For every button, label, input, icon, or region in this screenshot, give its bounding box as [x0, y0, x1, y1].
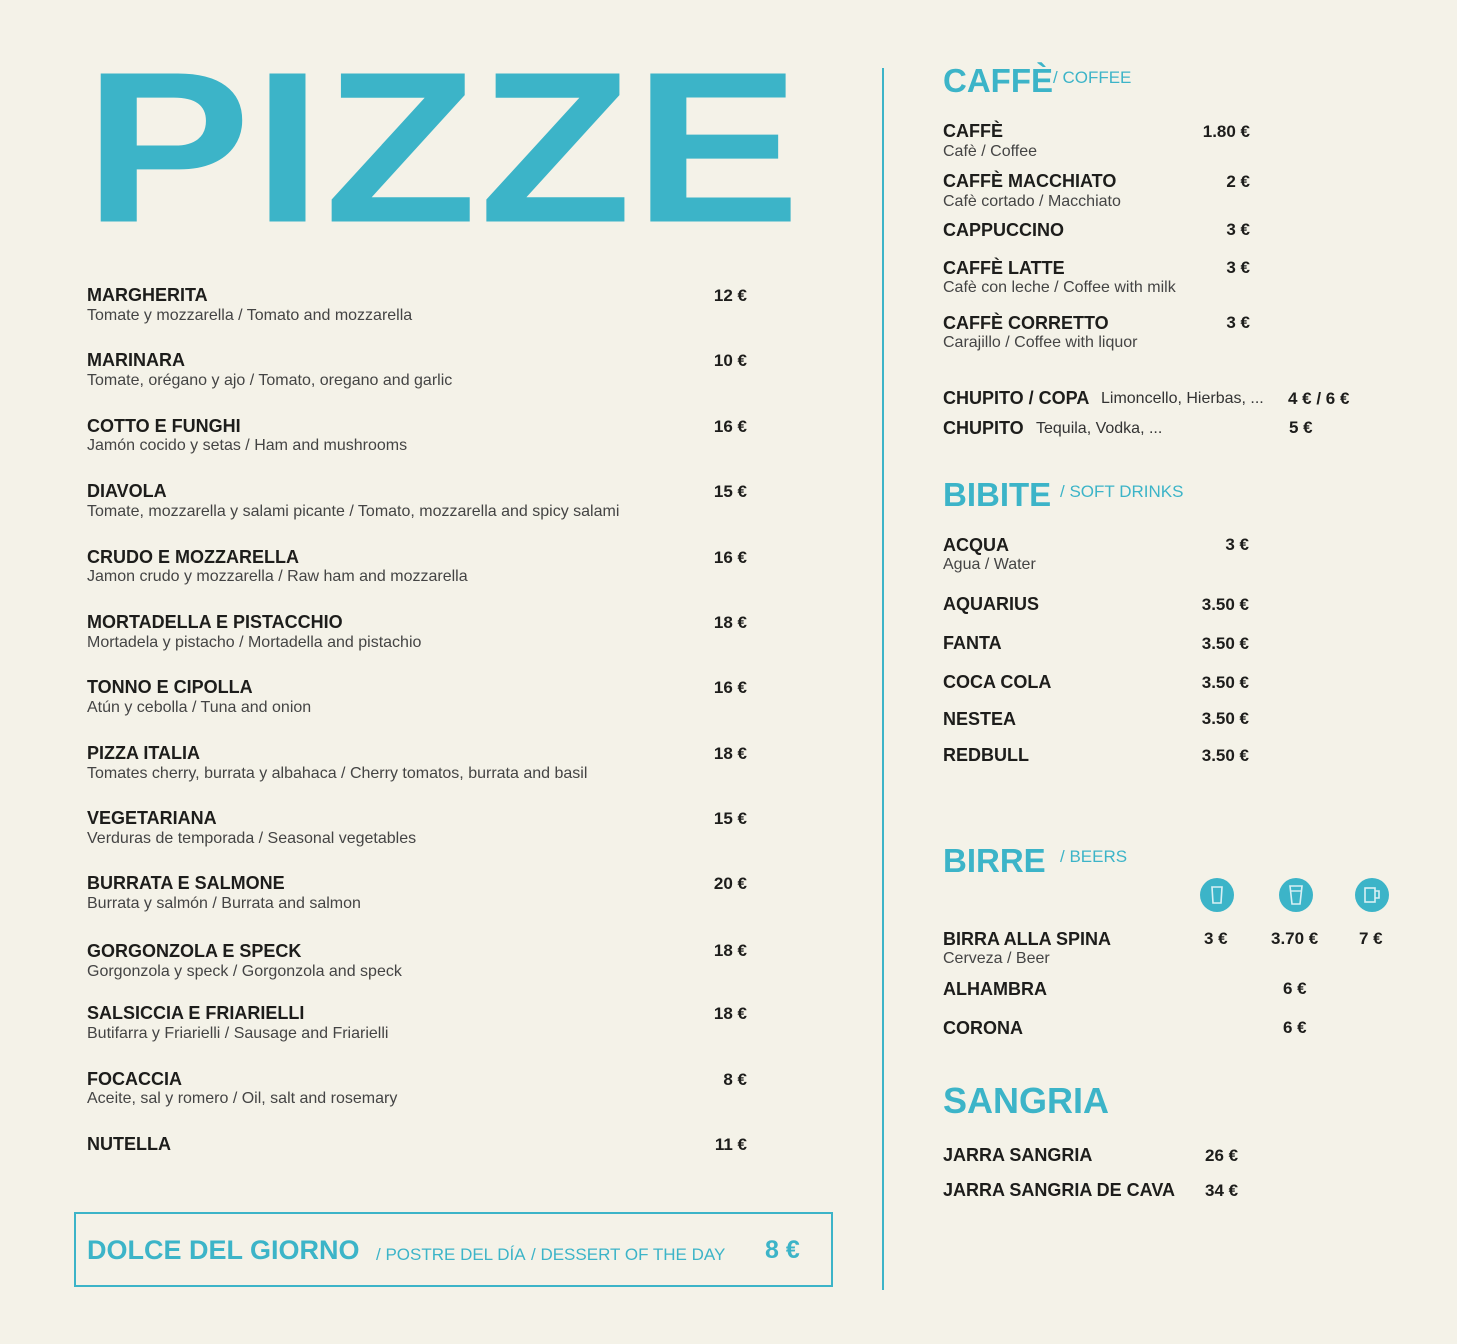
pizza-name: SALSICCIA E FRIARIELLI — [87, 1003, 305, 1023]
shot-detail: Limoncello, Hierbas, ... — [1101, 390, 1264, 407]
coffee-price: 3 € — [1226, 220, 1250, 239]
pizza-price: 11 € — [714, 1135, 747, 1154]
coffee-name: CAFFÈ LATTE — [943, 258, 1065, 278]
bibite-title: BIBITE — [943, 476, 1052, 513]
coffee-price: 3 € — [1226, 313, 1250, 332]
coffee-desc: Carajillo / Coffee with liquor — [943, 334, 1138, 351]
coffee-desc: Cafè con leche / Coffee with milk — [943, 279, 1176, 296]
beer-price-pint: 3.70 € — [1271, 929, 1319, 948]
sangria-name: JARRA SANGRIA — [943, 1145, 1093, 1165]
pizza-price: 18 € — [713, 744, 747, 763]
pizza-price: 15 € — [713, 809, 747, 828]
drink-price: 3.50 € — [1201, 595, 1249, 614]
drink-desc: Agua / Water — [943, 556, 1036, 573]
pizza-desc: Atún y cebolla / Tuna and onion — [87, 699, 312, 716]
pizza-price: 12 € — [713, 286, 747, 305]
pizza-desc: Tomate, orégano y ajo / Tomato, oregano and garlic — [87, 372, 453, 389]
pizza-desc: Jamon crudo y mozzarella / Raw ham and mozzarella — [87, 568, 468, 585]
drink-name: FANTA — [943, 633, 1002, 653]
pizza-name: GORGONZOLA E SPECK — [87, 941, 302, 961]
drink-name: ACQUA — [943, 535, 1009, 555]
pizza-name: MORTADELLA E PISTACCHIO — [87, 612, 343, 632]
pizza-name: MARINARA — [87, 350, 185, 370]
beer-price-pint: 6 € — [1283, 1018, 1307, 1037]
drink-name: REDBULL — [943, 745, 1029, 765]
coffee-name: CAFFÈ — [943, 121, 1003, 141]
pizza-price: 18 € — [713, 613, 747, 632]
pizza-price: 18 € — [713, 1004, 747, 1023]
beer-name: BIRRA ALLA SPINA — [943, 929, 1111, 949]
pizza-price: 16 € — [713, 548, 747, 567]
pizza-name: BURRATA E SALMONE — [87, 873, 285, 893]
drink-price: 3.50 € — [1201, 709, 1249, 728]
shot-name: CHUPITO — [943, 418, 1024, 438]
beer-name: ALHAMBRA — [943, 979, 1047, 999]
pizza-desc: Aceite, sal y romero / Oil, salt and rosemary — [87, 1090, 398, 1107]
beer-name: CORONA — [943, 1018, 1023, 1038]
drink-price: 3 € — [1225, 535, 1249, 554]
coffee-price: 3 € — [1226, 258, 1250, 277]
pizza-desc: Mortadela y pistacho / Mortadella and pistachio — [87, 634, 422, 651]
beer-price-small: 3 € — [1204, 929, 1228, 948]
dessert-price: 8 € — [765, 1236, 800, 1264]
coffee-price: 1.80 € — [1202, 122, 1250, 141]
pizza-price: 20 € — [713, 874, 747, 893]
drink-name: COCA COLA — [943, 672, 1052, 692]
pizza-desc: Tomate y mozzarella / Tomato and mozzarella — [87, 307, 413, 324]
coffee-name: CAPPUCCINO — [943, 220, 1065, 240]
drink-price: 3.50 € — [1201, 746, 1249, 765]
shot-detail: Tequila, Vodka, ... — [1036, 420, 1163, 437]
sangria-price: 26 € — [1205, 1146, 1239, 1165]
pizza-desc: Tomate, mozzarella y salami picante / Tomato, mozzarella and spicy salami — [87, 503, 620, 520]
pizza-name: MARGHERITA — [87, 285, 208, 305]
sangria-price: 34 € — [1205, 1181, 1239, 1200]
column-divider — [882, 68, 884, 1290]
pizza-price: 16 € — [713, 417, 747, 436]
pizza-desc: Jamón cocido y setas / Ham and mushrooms — [87, 437, 408, 454]
pizza-name: VEGETARIANA — [87, 808, 217, 828]
beer-price-mug: 7 € — [1359, 929, 1383, 948]
beer-price-pint: 6 € — [1283, 979, 1307, 998]
bibite-subtitle: / SOFT DRINKS — [1060, 482, 1184, 501]
pizza-price: 18 € — [713, 941, 747, 960]
pint-glass-icon — [1279, 878, 1313, 912]
shot-price: 4 € / 6 € — [1288, 389, 1350, 408]
pizza-name: PIZZA ITALIA — [87, 743, 200, 763]
pizza-name: DIAVOLA — [87, 481, 167, 501]
pizza-desc: Butifarra y Friarielli / Sausage and Friarielli — [87, 1025, 389, 1042]
sangria-title: SANGRIA — [943, 1080, 1110, 1121]
coffee-desc: Cafè cortado / Macchiato — [943, 193, 1121, 210]
pizza-price: 8 € — [723, 1070, 747, 1089]
shot-name: CHUPITO / COPA — [943, 388, 1090, 408]
shot-price: 5 € — [1289, 418, 1313, 437]
mug-icon — [1355, 878, 1389, 912]
pizza-name: COTTO E FUNGHI — [87, 416, 241, 436]
caffe-subtitle: / COFFEE — [1053, 68, 1132, 87]
coffee-name: CAFFÈ MACCHIATO — [943, 171, 1117, 191]
birre-subtitle: / BEERS — [1060, 847, 1128, 866]
pizza-name: CRUDO E MOZZARELLA — [87, 547, 299, 567]
sangria-name: JARRA SANGRIA DE CAVA — [943, 1180, 1176, 1200]
pizze-title: PIZZE — [84, 27, 803, 268]
small-glass-icon — [1200, 878, 1234, 912]
drink-price: 3.50 € — [1201, 634, 1249, 653]
dessert-subtitle-en: / DESSERT OF THE DAY — [531, 1245, 726, 1264]
coffee-name: CAFFÈ CORRETTO — [943, 313, 1109, 333]
dessert-title: DOLCE DEL GIORNO — [87, 1235, 360, 1265]
pizza-desc: Burrata y salmón / Burrata and salmon — [87, 895, 361, 912]
pizza-desc: Gorgonzola y speck / Gorgonzola and speck — [87, 963, 402, 980]
coffee-desc: Cafè / Coffee — [943, 143, 1037, 160]
pizza-price: 15 € — [713, 482, 747, 501]
drink-name: NESTEA — [943, 709, 1017, 729]
pizza-desc: Verduras de temporada / Seasonal vegetables — [87, 830, 417, 847]
pizza-price: 10 € — [713, 351, 747, 370]
drink-price: 3.50 € — [1201, 673, 1249, 692]
pizza-name: FOCACCIA — [87, 1069, 182, 1089]
coffee-price: 2 € — [1226, 172, 1250, 191]
caffe-title: CAFFÈ — [943, 62, 1053, 99]
pizza-desc: Tomates cherry, burrata y albahaca / Cherry tomatos, burrata and basil — [87, 765, 588, 782]
birre-title: BIRRE — [943, 842, 1046, 879]
pizza-name: TONNO E CIPOLLA — [87, 677, 253, 697]
drink-name: AQUARIUS — [943, 594, 1040, 614]
pizza-name: NUTELLA — [87, 1134, 171, 1154]
pizza-price: 16 € — [713, 678, 747, 697]
dessert-subtitle-es: / POSTRE DEL DÍA — [376, 1245, 526, 1264]
beer-desc: Cerveza / Beer — [943, 950, 1050, 967]
